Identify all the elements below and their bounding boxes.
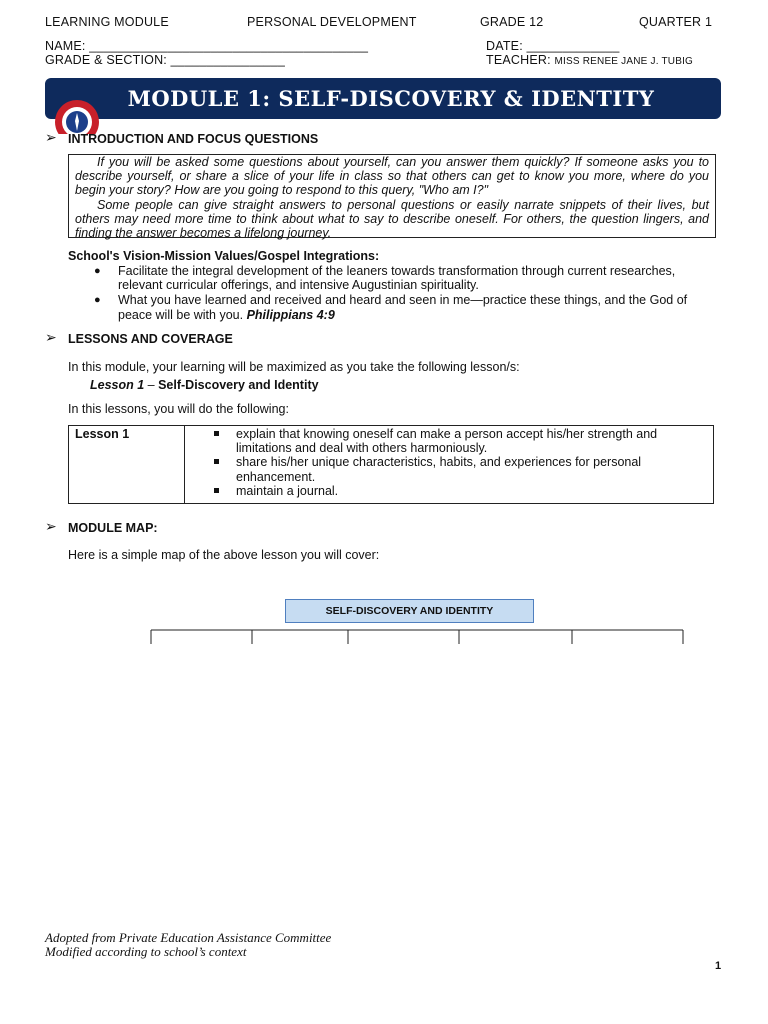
map-arrow-icon: ➢ xyxy=(45,518,57,534)
map-intro: Here is a simple map of the above lesson you will cover: xyxy=(68,548,380,562)
list-item xyxy=(214,455,709,483)
list-item xyxy=(214,484,709,498)
grade-section-blank: ________________ xyxy=(170,53,286,67)
table-row-label: Lesson 1 xyxy=(69,426,185,503)
header-grade: GRADE 12 xyxy=(480,15,544,29)
module-title: MODULE 1: SELF-DISCOVERY & IDENTITY xyxy=(127,86,655,111)
grade-section-label: GRADE & SECTION: xyxy=(45,53,167,67)
intro-paragraph-2: Some people can give straight answers to personal questions or easily narrate snippets of their lives, but others may need more time to think about what to say to describe oneself. For others, the question lingers, and finding the answer becomes a lifelong journey. xyxy=(75,197,709,241)
lesson-table xyxy=(68,425,714,504)
date-label: DATE: xyxy=(486,39,523,53)
footer-line-1: Adopted from Private Education Assistance Committee xyxy=(45,930,332,945)
lessons-do-following: In this lessons, you will do the following: xyxy=(68,402,289,416)
lesson-objectives xyxy=(214,427,709,498)
map-branches xyxy=(148,628,688,646)
list-item xyxy=(214,427,709,455)
lesson-label: Lesson 1 xyxy=(90,378,145,392)
map-root-node: SELF-DISCOVERY AND IDENTITY xyxy=(285,599,534,623)
vision-verse: Philippians 4:9 xyxy=(246,307,335,322)
bullet-icon: ● xyxy=(94,265,101,277)
intro-paragraph-1: If you will be asked some questions about yourself, can you answer them quickly? If someone asks you to describe yourself, or share a slice of your life in class so that others can get to know you more, where do you begin your story? How are you going to respond to this query, "Who am I?" xyxy=(75,155,709,198)
vision-item-text: What you have learned and received and heard and seen in me—practice these things, and the God of peace will be with you. xyxy=(118,293,688,322)
teacher-name: MISS RENEE JANE J. TUBIG xyxy=(554,56,694,67)
header-learning-module: LEARNING MODULE xyxy=(45,15,169,29)
grade-section-field xyxy=(45,53,285,67)
objective-text: explain that knowing oneself can make a person accept his/her strength and limitations and deal with others harmoniously. xyxy=(236,427,658,456)
square-bullet-icon xyxy=(214,431,219,436)
square-bullet-icon xyxy=(214,459,219,464)
lessons-intro: In this module, your learning will be maximized as you take the following lesson/s: xyxy=(68,360,520,374)
map-heading: MODULE MAP: xyxy=(68,521,158,535)
teacher-field xyxy=(486,53,693,67)
objective-text: share his/her unique characteristics, habits, and experiences for personal enhancement. xyxy=(236,455,642,484)
lesson-dash: – xyxy=(144,378,159,392)
bullet-icon: ● xyxy=(94,294,101,307)
square-bullet-icon xyxy=(214,488,219,493)
name-blank: _______________________________________ xyxy=(89,39,369,53)
intro-arrow-icon: ➢ xyxy=(45,129,57,145)
teacher-label: TEACHER: xyxy=(486,53,551,67)
date-field xyxy=(486,39,620,53)
header-quarter: QUARTER 1 xyxy=(639,15,713,29)
intro-box xyxy=(68,154,716,241)
vision-item-text: Facilitate the integral development of the leaners towards transformation through current researches, relevant curricular offerings, and intensive Augustinian spirituality. xyxy=(118,264,676,293)
page-number: 1 xyxy=(715,960,722,972)
vision-list xyxy=(68,264,718,323)
lessons-heading: LESSONS AND COVERAGE xyxy=(68,332,233,346)
list-item xyxy=(68,264,718,292)
vision-heading: School's Vision-Mission Values/Gospel Integrations: xyxy=(68,249,380,263)
header-subject: PERSONAL DEVELOPMENT xyxy=(247,15,417,29)
objective-text: maintain a journal. xyxy=(236,483,339,498)
list-item xyxy=(68,293,718,321)
name-label: NAME: xyxy=(45,39,86,53)
lesson-line xyxy=(90,378,319,392)
intro-heading: INTRODUCTION AND FOCUS QUESTIONS xyxy=(68,132,319,146)
lesson-title: Self-Discovery and Identity xyxy=(158,378,319,392)
lessons-arrow-icon: ➢ xyxy=(45,329,57,345)
name-field xyxy=(45,39,368,53)
date-blank: _____________ xyxy=(526,39,620,53)
footer-line-2: Modified according to school’s context xyxy=(45,944,247,959)
